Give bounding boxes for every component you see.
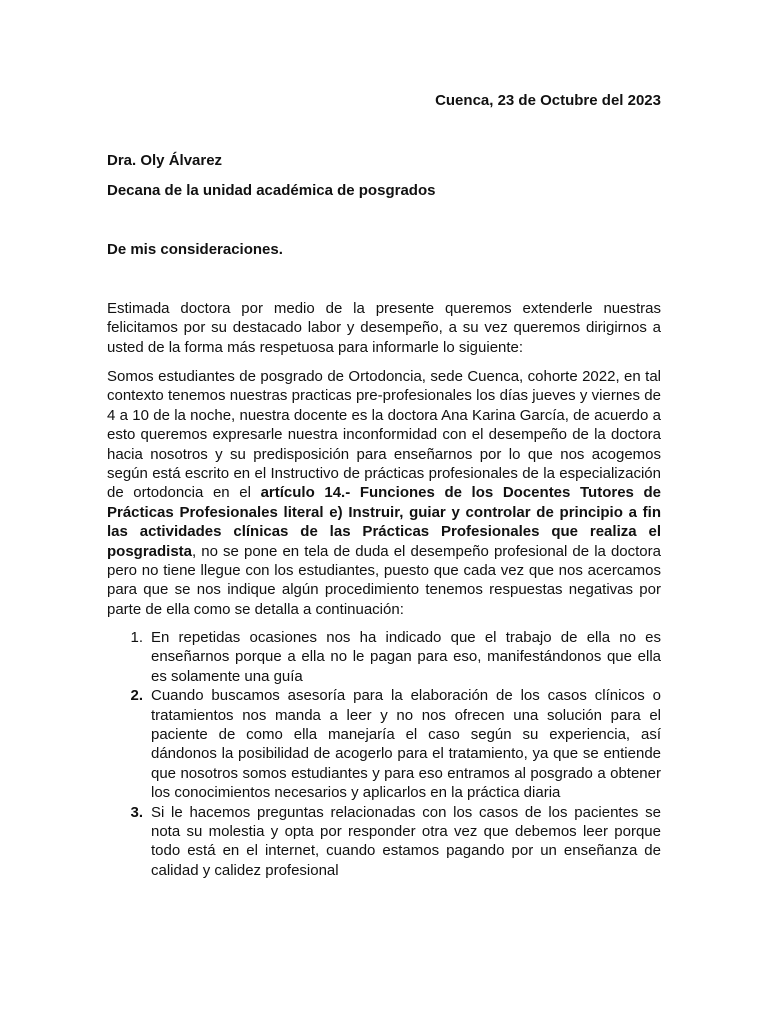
list-item — [107, 803, 661, 881]
list-item-text: En repetidas ocasiones nos ha indicado que el trabajo de ella no es enseñarnos porque a ella no le pagan para eso, manifestándonos que ella es solamente una guía — [151, 629, 661, 685]
main-paragraph-part2: , no se pone en tela de duda el desempeño profesional de la doctora pero no tiene llegue con los estudiantes, puesto que cada vez que nos acercamos para que se nos indique algún procedimiento tenemos respuestas negativas por parte de ella como se detalla a continuación: — [107, 542, 661, 618]
main-paragraph-part1: Somos estudiantes de posgrado de Ortodoncia, sede Cuenca, cohorte 2022, en tal contexto tenemos nuestras practicas pre-profesionales los días jueves y viernes de 4 a 10 de la noche, nuestra docente es la doctora Ana Karina García, de acuerdo a esto queremos expresarle nuestra inconformidad con el desempeño de la doctora hacia nosotros y su predisposición para enseñarnos por lo que nos acogemos según está escrito en el Instructivo de prácticas profesionales de la especialización de ortodoncia en el — [107, 368, 661, 502]
complaints-list — [107, 628, 661, 880]
intro-paragraph: Estimada doctora por medio de la presente queremos extenderle nuestras felicitamos por su destacado labor y desempeño, a su vez queremos dirigirnos a usted de la forma más respetuosa para informarle lo siguiente: — [107, 300, 661, 356]
list-item-number: 3. — [130, 803, 143, 821]
recipient-name: Dra. Oly Álvarez — [107, 152, 223, 169]
list-item-number: 1. — [130, 629, 143, 646]
list-item-text: Si le hacemos preguntas relacionadas con los casos de los pacientes se nota su molestia y opta por responder otra vez que debemos leer porque todo está en el internet, cuando estamos pagando por un enseñanza de calidad y calidez profesional — [151, 803, 661, 879]
list-item — [107, 686, 661, 802]
salutation: De mis consideraciones. — [107, 241, 283, 258]
list-item-text: Cuando buscamos asesoría para la elaboración de los casos clínicos o tratamientos nos manda a leer y no nos ofrecen una solución para el paciente de como ella manejaría el caso según su experiencia, así dándonos la posibilidad de acogerlo para el tratamiento, ya que se entiende que nosotros somos estudiantes y para eso entramos al posgrado a obtener los conocimientos necesarios y aplicarlos en la práctica diaria — [151, 687, 661, 802]
letter-date: Cuenca, 23 de Octubre del 2023 — [435, 92, 661, 109]
main-paragraph — [107, 367, 661, 619]
recipient-title: Decana de la unidad académica de posgrados — [107, 182, 436, 199]
list-item — [107, 628, 661, 686]
main-paragraph-bold-article: artículo 14.- Funciones de los Docentes Tutores de Prácticas Profesionales literal e) Instruir, guiar y controlar de principio a fin las actividades clínicas de las Prácticas Profesionales que realiza el posgradista — [107, 484, 661, 560]
list-item-number: 2. — [130, 687, 143, 705]
